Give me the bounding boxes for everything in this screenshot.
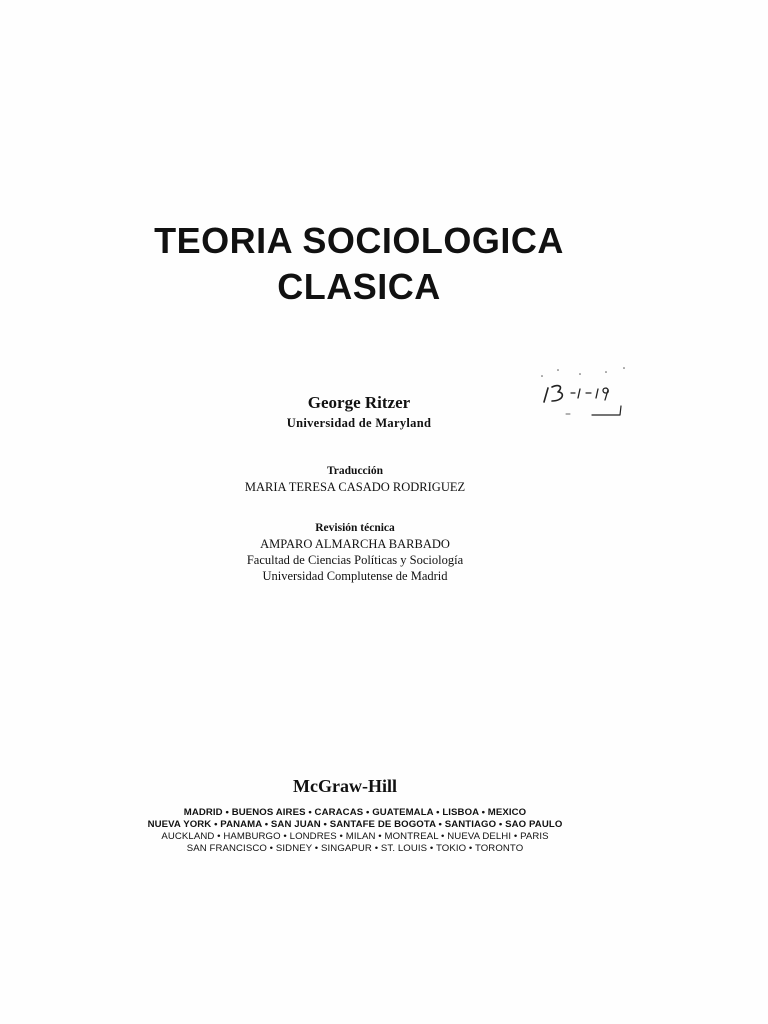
review-role: Revisión técnica	[315, 522, 395, 534]
cities-line-2: NUEVA YORK • PANAMA • SAN JUAN • SANTAFE DE BOGOTA • SANTIAGO • SAO PAULO	[147, 819, 563, 830]
reviewer-name: AMPARO ALMARCHA BARBADO	[260, 537, 450, 551]
book-title-line-1: TEORIA SOCIOLOGICA	[154, 220, 564, 261]
cities-line-3: AUCKLAND • HAMBURGO • LONDRES • MILAN • MONTREAL • NUEVA DELHI • PARIS	[161, 831, 549, 842]
author-block	[0, 392, 718, 432]
cities-line-1: MADRID • BUENOS AIRES • CARACAS • GUATEMALA • LISBOA • MEXICO	[183, 807, 527, 818]
reviewer-university: Universidad Complutense de Madrid	[262, 569, 448, 583]
book-title-line-2: CLASICA	[277, 266, 441, 307]
publisher-cities	[0, 807, 710, 855]
book-title	[0, 218, 718, 310]
publisher-name: McGraw-Hill	[293, 776, 397, 796]
author-affiliation: Universidad de Maryland	[286, 416, 432, 430]
reviewer-faculty: Facultad de Ciencias Políticas y Sociología	[246, 553, 464, 567]
technical-review-credit	[0, 520, 710, 584]
translation-credit	[0, 463, 710, 495]
translation-role: Traducción	[326, 465, 383, 477]
translator-name: MARIA TERESA CASADO RODRIGUEZ	[244, 480, 466, 494]
author-name: George Ritzer	[307, 393, 411, 412]
cities-line-4: SAN FRANCISCO • SIDNEY • SINGAPUR • ST. LOUIS • TOKIO • TORONTO	[186, 843, 524, 854]
